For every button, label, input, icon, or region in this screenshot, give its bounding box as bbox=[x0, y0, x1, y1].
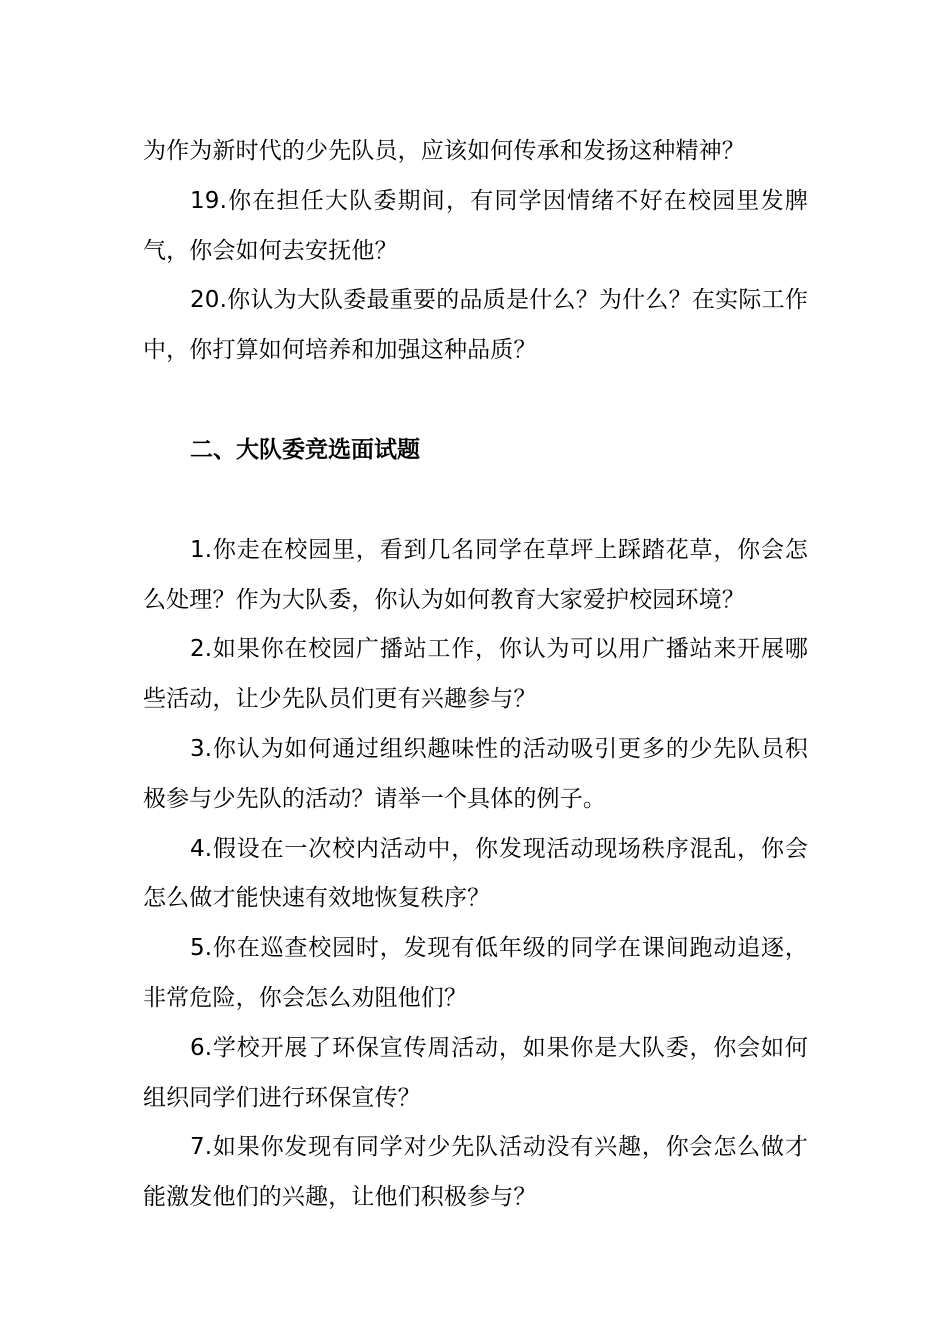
section-heading: 二、大队委竞选面试题 bbox=[190, 436, 420, 463]
document-body bbox=[143, 127, 808, 1223]
interview-question-7: 7.如果你发现有同学对少先队活动没有兴趣，你会怎么做才能激发他们的兴趣，让他们积极参与？ bbox=[143, 1134, 808, 1211]
interview-question-6: 6.学校开展了环保宣传周活动，如果你是大队委，你会如何组织同学们进行环保宣传？ bbox=[143, 1034, 808, 1111]
interview-question-2: 2.如果你在校园广播站工作，你认为可以用广播站来开展哪些活动，让少先队员们更有兴趣参与？ bbox=[143, 636, 808, 713]
question-20: 20.你认为大队委最重要的品质是什么？为什么？在实际工作中，你打算如何培养和加强这种品质？ bbox=[143, 287, 808, 364]
question-19: 19.你在担任大队委期间，有同学因情绪不好在校园里发脾气，你会如何去安抚他？ bbox=[143, 187, 808, 264]
interview-question-5: 5.你在巡查校园时，发现有低年级的同学在课间跑动追逐，非常危险，你会怎么劝阻他们？ bbox=[143, 935, 808, 1011]
interview-question-1: 1.你走在校园里，看到几名同学在草坪上踩踏花草，你会怎么处理？作为大队委，你认为如何教育大家爱护校园环境？ bbox=[143, 536, 808, 613]
interview-question-4: 4.假设在一次校内活动中，你发现活动现场秩序混乱，你会怎么做才能快速有效地恢复秩序？ bbox=[143, 835, 808, 912]
continuation-paragraph: 为作为新时代的少先队员，应该如何传承和发扬这种精神？ bbox=[143, 138, 745, 164]
interview-question-3: 3.你认为如何通过组织趣味性的活动吸引更多的少先队员积极参与少先队的活动？请举一个具体的例子。 bbox=[143, 735, 808, 812]
